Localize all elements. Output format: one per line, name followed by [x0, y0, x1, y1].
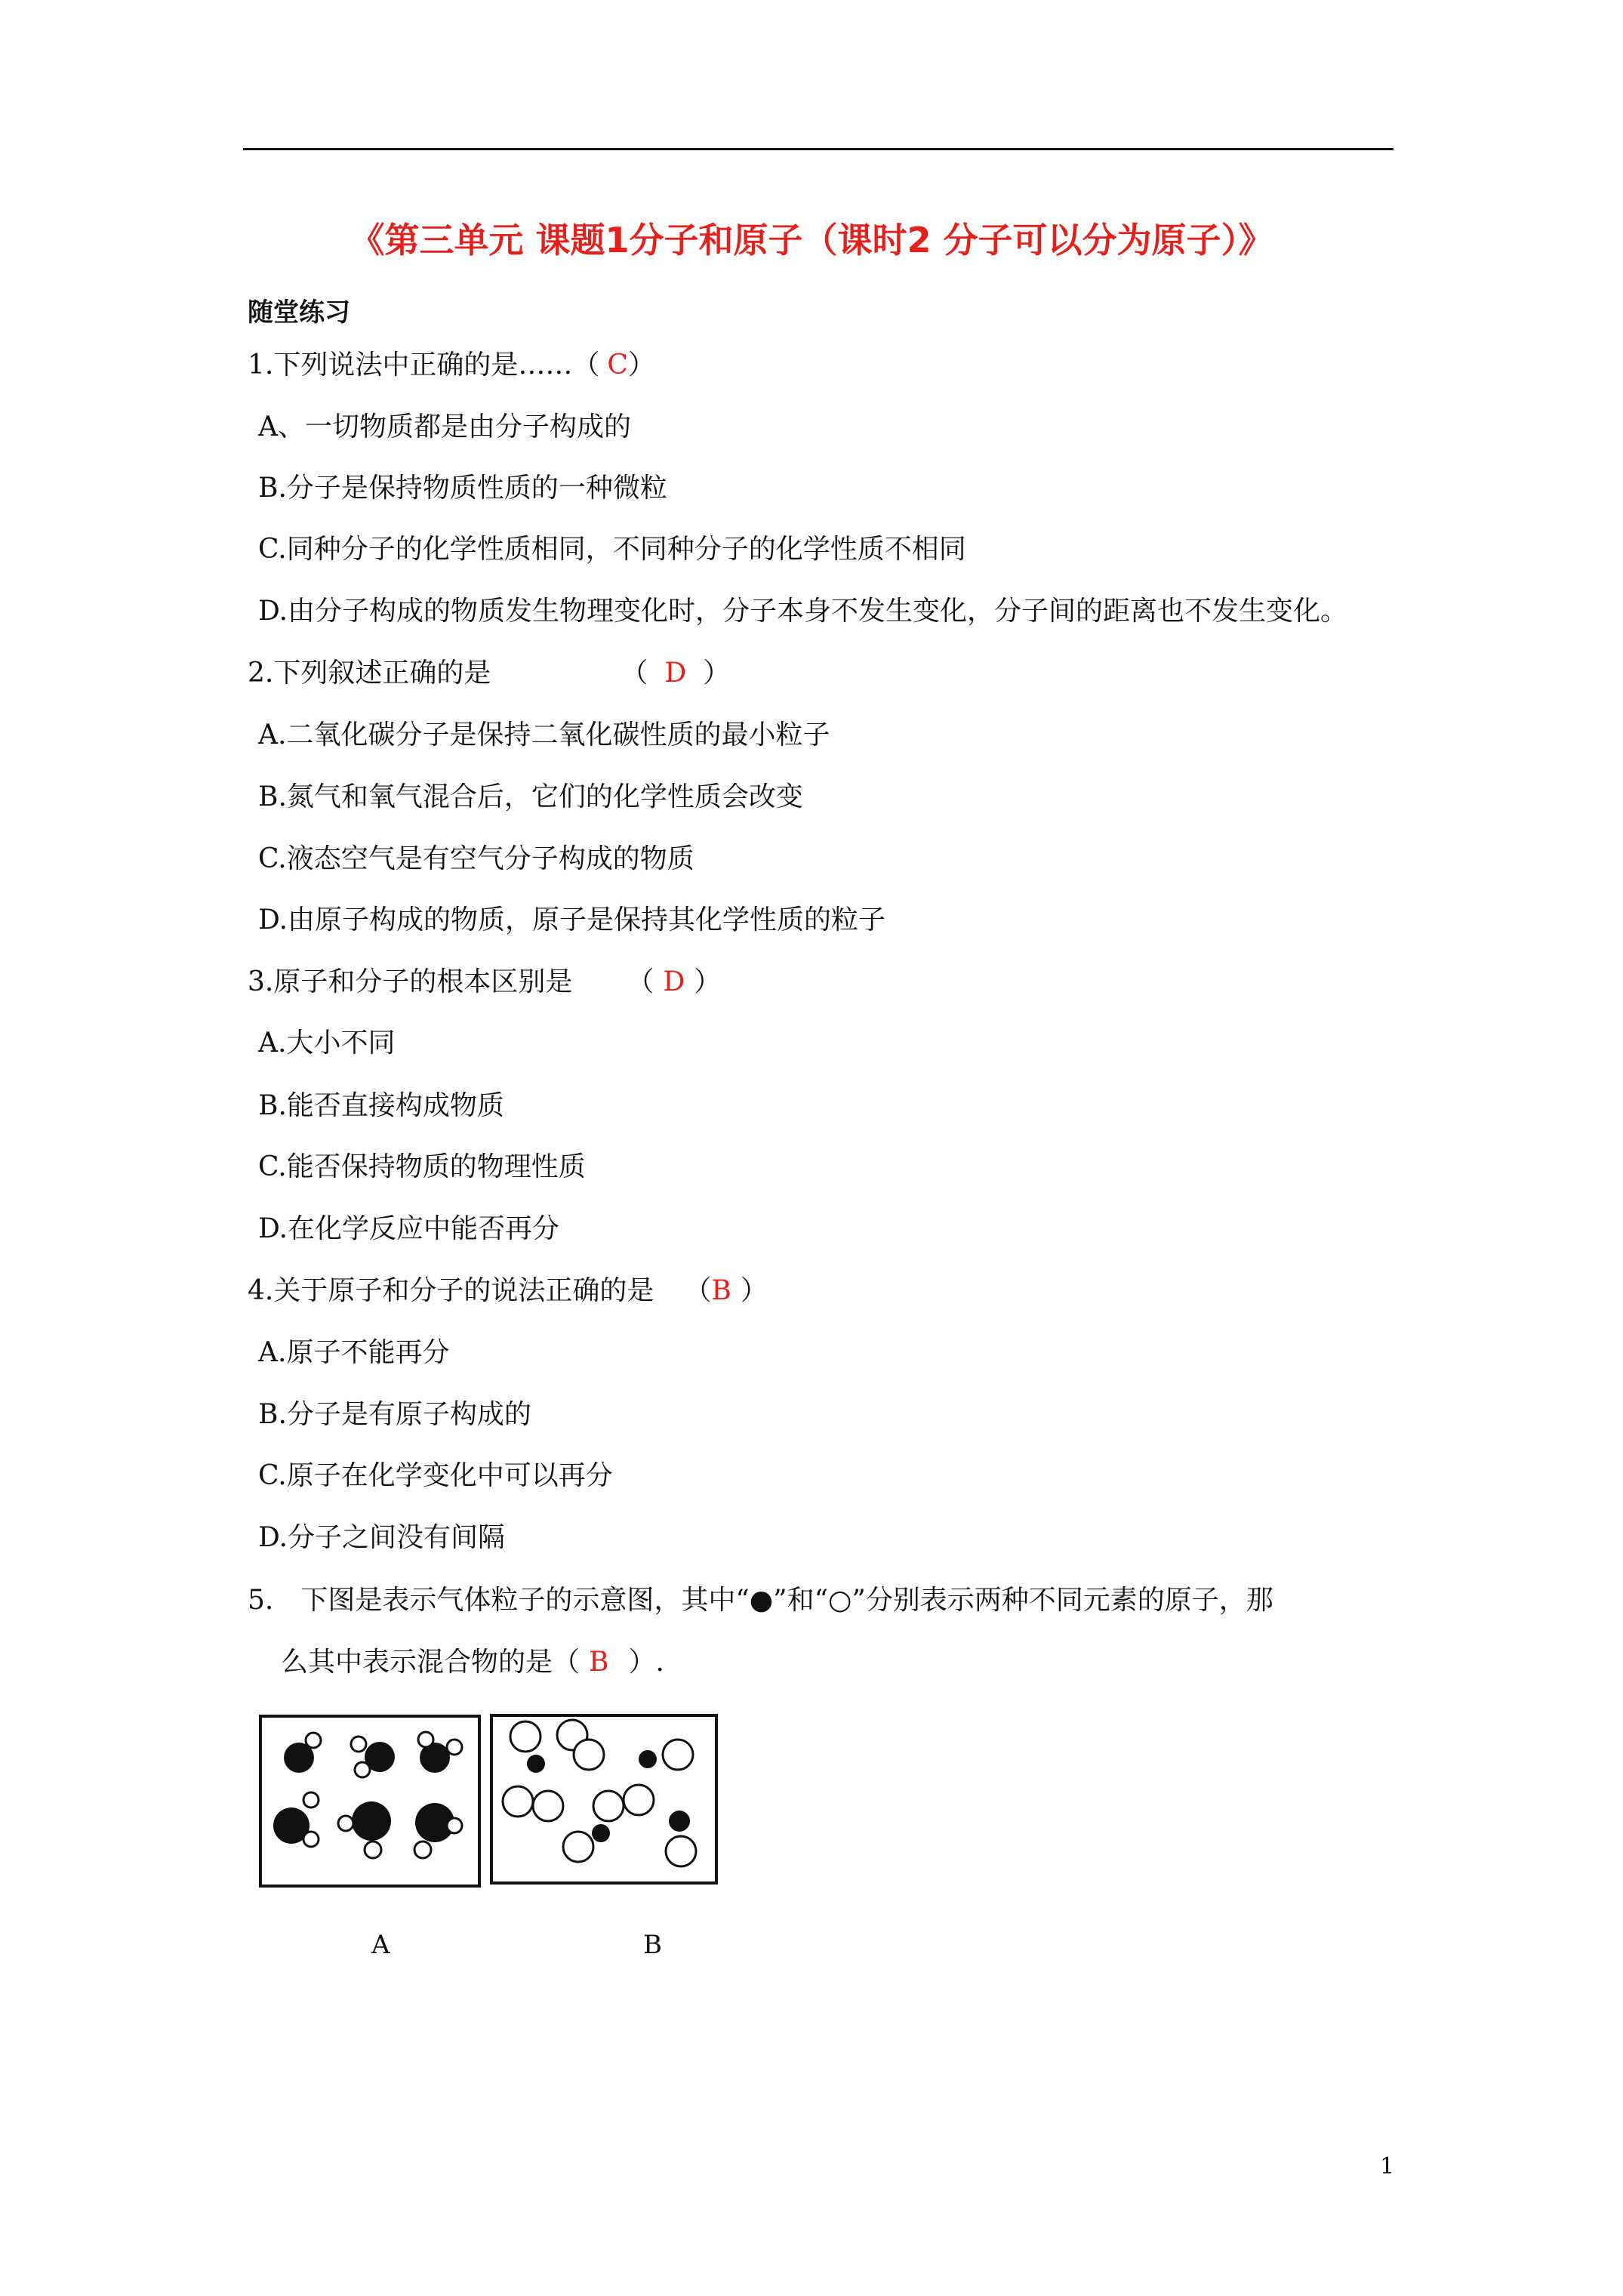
figure-label-a: A — [371, 1930, 390, 1960]
option-c: C.液态空气是有空气分子构成的物质 — [258, 843, 694, 874]
answer-letter: B — [589, 1647, 609, 1678]
section-heading: 随堂练习 — [248, 297, 350, 328]
option-a: A.原子不能再分 — [258, 1337, 450, 1368]
white-atom — [666, 1836, 696, 1866]
question-3 — [248, 966, 721, 999]
answer-open-paren: （ — [627, 966, 654, 997]
option-b: B.能否直接构成物质 — [258, 1090, 504, 1121]
white-atom — [447, 1818, 462, 1833]
option-c: C.同种分子的化学性质相同，不同种分子的化学性质不相同 — [258, 534, 966, 565]
option-b: B.分子是保持物质性质的一种微粒 — [258, 473, 667, 504]
answer-close-paren: ） — [694, 966, 722, 997]
answer-letter: C — [607, 350, 628, 381]
question-stem: 3.原子和分子的根本区别是 — [248, 966, 573, 997]
white-atom — [593, 1791, 624, 1821]
white-atom — [351, 1737, 366, 1752]
answer-close-paren: ）. — [628, 1647, 664, 1678]
question-1 — [248, 349, 655, 382]
option-c: C.能否保持物质的物理性质 — [258, 1151, 586, 1182]
option-a: A.大小不同 — [258, 1028, 396, 1059]
answer-close-paren: ） — [627, 350, 655, 381]
answer-letter: B — [711, 1275, 731, 1306]
black-atom — [639, 1750, 657, 1768]
white-atom — [303, 1832, 319, 1847]
option-a: A、一切物质都是由分子构成的 — [258, 411, 631, 442]
answer-close-paren: ） — [703, 658, 731, 689]
answer-close-paren: ） — [740, 1275, 768, 1306]
question-stem: 2.下列叙述正确的是 — [248, 658, 491, 689]
figure-label-b: B — [643, 1930, 662, 1960]
option-d: D.分子之间没有间隔 — [258, 1522, 506, 1553]
question-4 — [248, 1274, 768, 1308]
white-atom — [365, 1841, 381, 1858]
white-atom — [414, 1841, 431, 1858]
white-atom — [663, 1740, 693, 1770]
particle-diagram-a — [257, 1712, 483, 1890]
particle-diagram-b — [488, 1712, 722, 1890]
white-atom — [447, 1740, 462, 1755]
white-atom — [533, 1791, 563, 1821]
option-b: B.分子是有原子构成的 — [258, 1399, 531, 1430]
question-stem: 4.关于原子和分子的说法正确的是 — [248, 1275, 654, 1306]
option-a: A.二氧化碳分子是保持二氧化碳性质的最小粒子 — [258, 720, 830, 750]
option-c: C.原子在化学变化中可以再分 — [258, 1460, 613, 1491]
option-b: B.氮气和氧气混合后，它们的化学性质会改变 — [258, 781, 803, 812]
question-5: 5. 下图是表示气体粒子的示意图，其中“●”和“○”分别表示两种不同元素的原子，那 — [248, 1585, 1273, 1616]
white-atom — [574, 1740, 604, 1770]
question-5-continued — [281, 1646, 664, 1679]
black-atom — [352, 1801, 391, 1841]
black-atom — [527, 1755, 545, 1773]
white-atom — [624, 1785, 654, 1815]
option-d: D.在化学反应中能否再分 — [258, 1213, 560, 1244]
answer-letter: D — [663, 966, 685, 997]
white-atom — [306, 1733, 321, 1748]
white-atom — [338, 1816, 353, 1831]
option-d: D.由原子构成的物质，原子是保持其化学性质的粒子 — [258, 905, 886, 935]
black-atom — [592, 1824, 610, 1842]
white-atom — [503, 1786, 533, 1817]
page-title: 《第三单元 课题1分子和原子（课时2 分子可以分为原子）》 — [350, 220, 1273, 260]
black-atom — [669, 1811, 690, 1832]
option-d: D.由分子构成的物质发生物理变化时，分子本身不发生变化，分子间的距离也不发生变化。 — [258, 596, 1348, 627]
white-atom — [510, 1721, 540, 1752]
white-atom — [563, 1832, 593, 1862]
page-number: 1 — [1380, 2153, 1395, 2180]
question-stem: 么其中表示混合物的是（ — [281, 1647, 581, 1678]
question-stem: 1.下列说法中正确的是……（ — [248, 350, 600, 381]
white-atom — [418, 1732, 433, 1747]
white-atom — [355, 1762, 370, 1777]
answer-letter: D — [664, 658, 687, 689]
answer-open-paren: （ — [684, 1275, 712, 1306]
answer-open-paren: （ — [621, 658, 648, 689]
white-atom — [303, 1792, 319, 1808]
question-2 — [248, 657, 730, 690]
header-rule — [243, 148, 1394, 150]
